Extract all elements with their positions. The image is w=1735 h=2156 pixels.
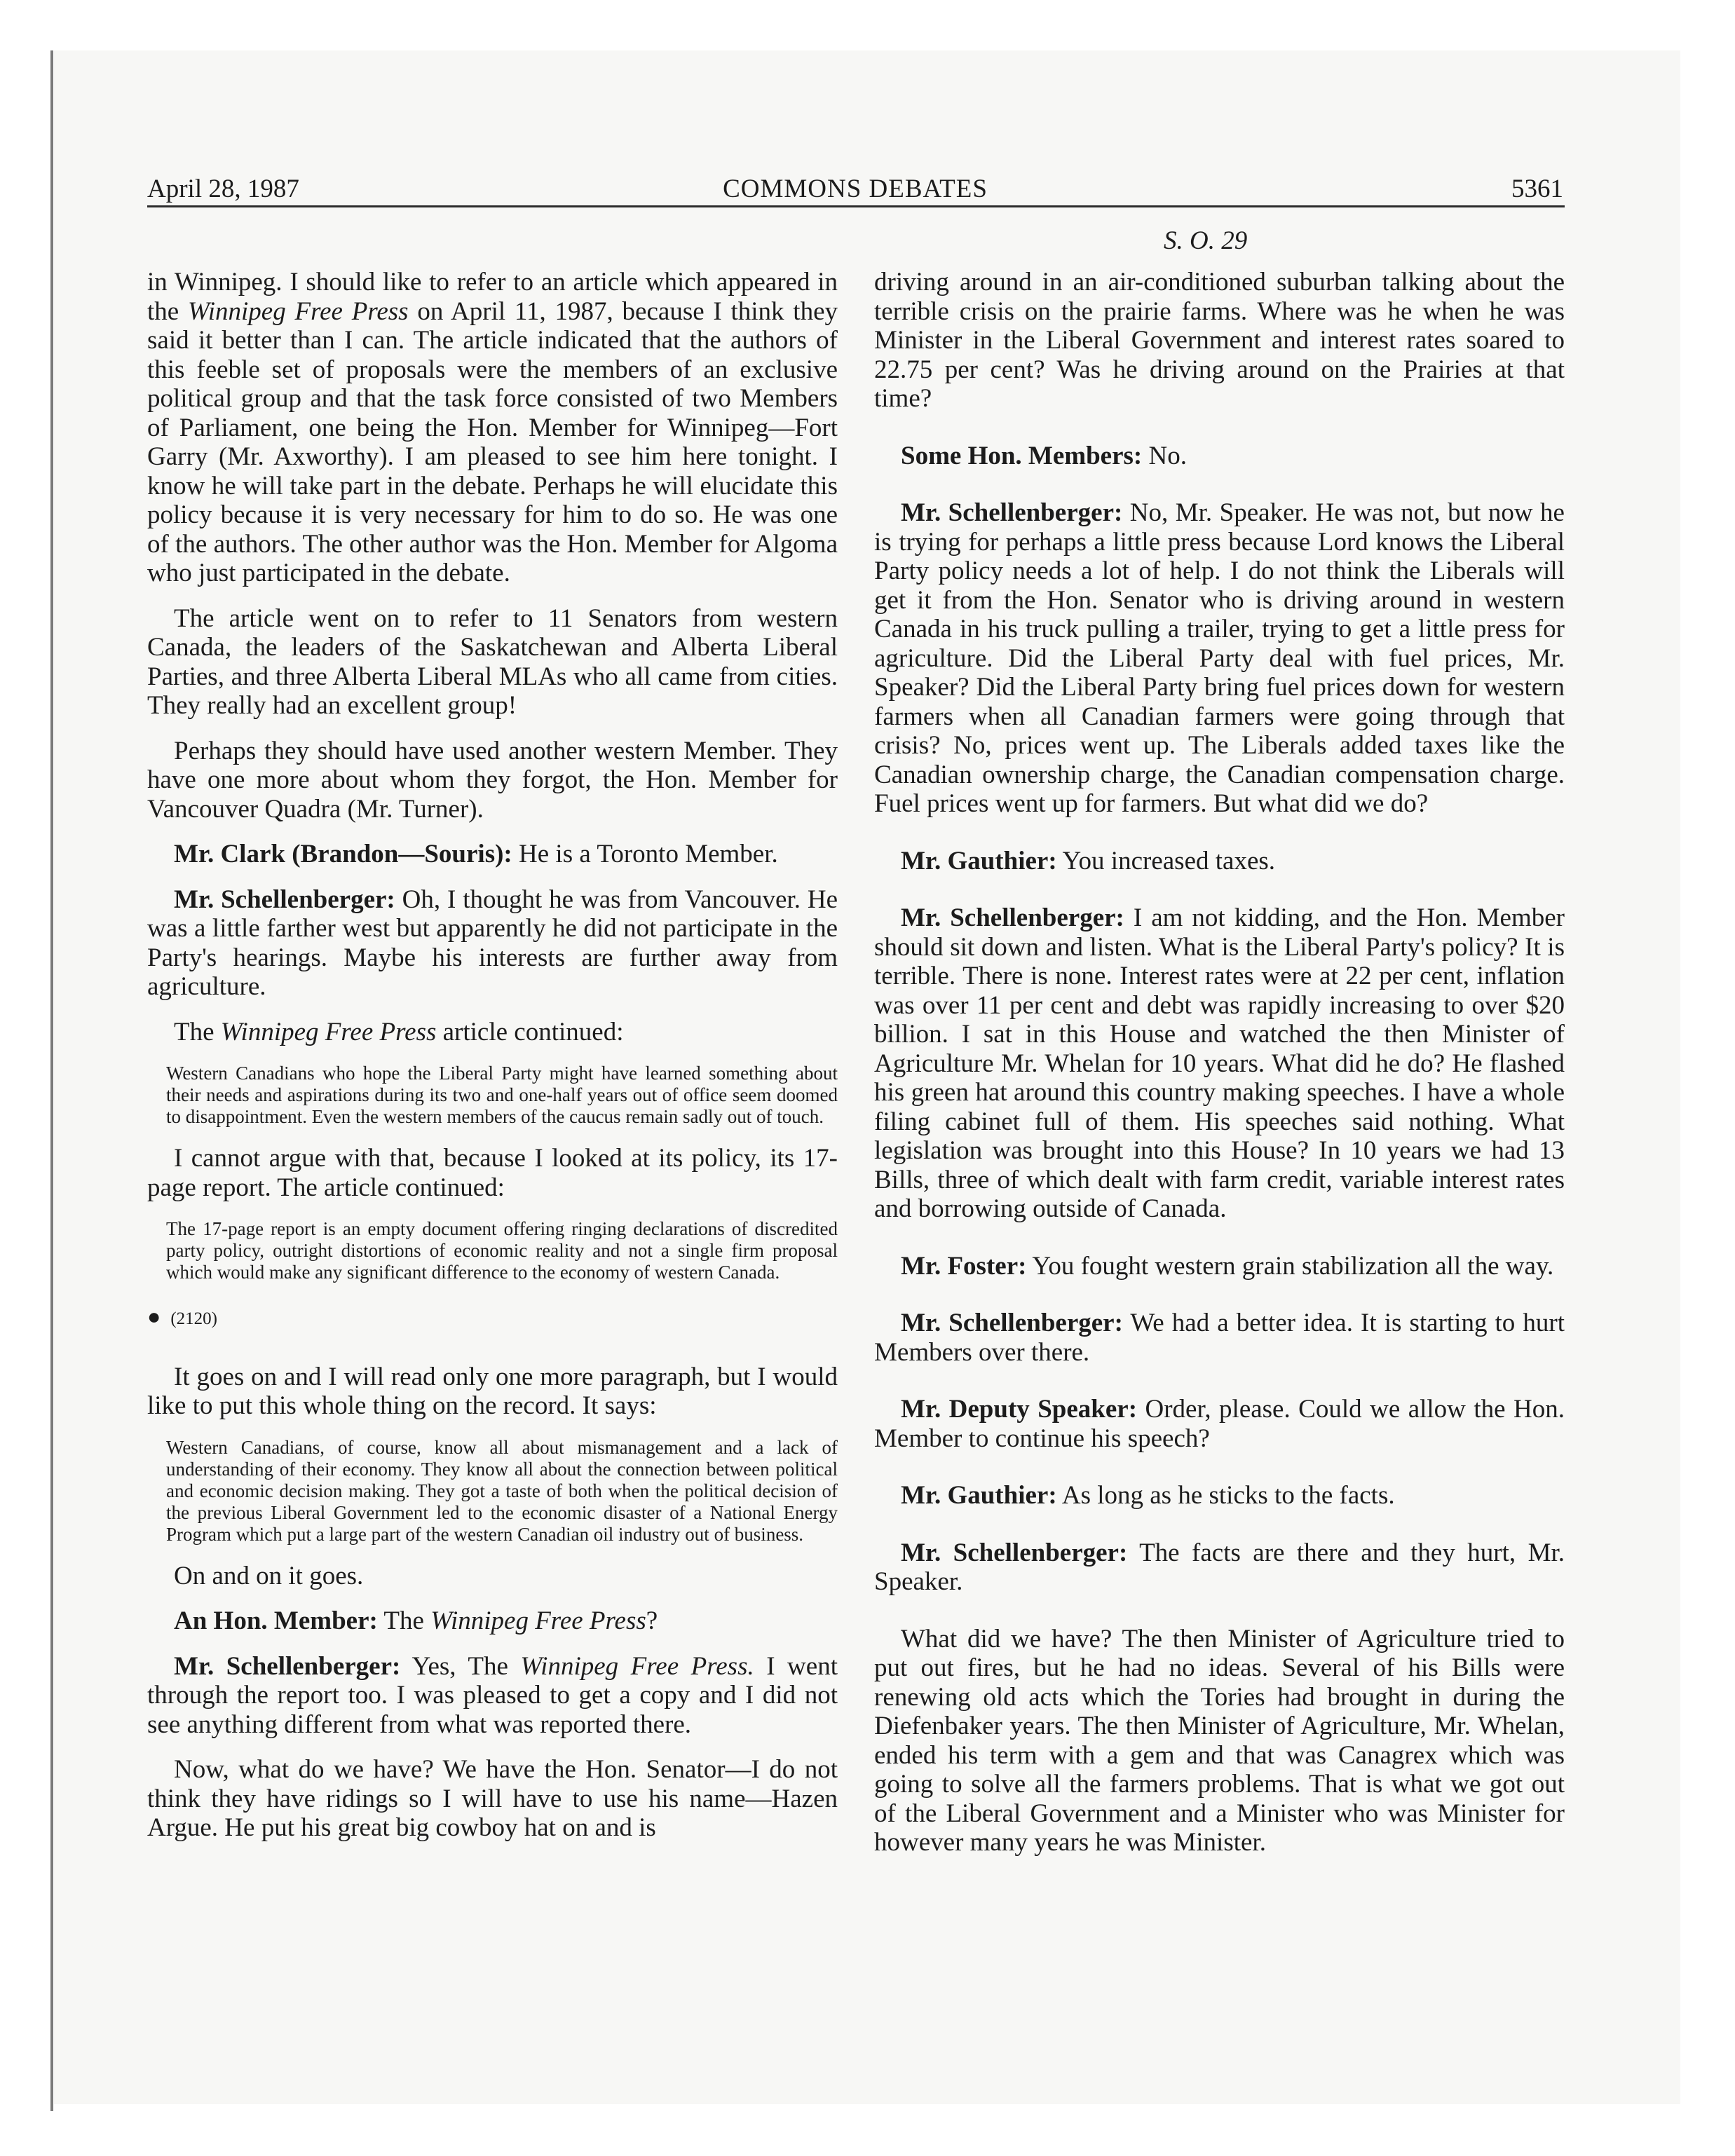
paragraph: The article went on to refer to 11 Senators from western Canada, the leaders of the Saskatchewan and Alberta Liberal Parties, and three Alberta Liberal MLAs who all came from cities. They really had an excellent group!	[147, 603, 838, 720]
block-quote: The 17-page report is an empty document offering ringing declarations of discredited party policy, outright distortions of economic reality and not a single firm proposal which would make any significant difference to the economy of western Canada.	[166, 1218, 838, 1283]
paragraph: I cannot argue with that, because I looked at its policy, its 17-page report. The article continued:	[147, 1144, 838, 1202]
speaker-name: Mr. Schellenberger:	[174, 1651, 401, 1681]
paragraph: Perhaps they should have used another western Member. They have one more about whom they forgot, the Hon. Member for Vancouver Quadra (Mr. Turner).	[147, 736, 838, 824]
right-column	[874, 268, 1565, 1874]
speaker-name: Mr. Gauthier:	[901, 1481, 1057, 1510]
speaker-paragraph: Mr. Schellenberger: Oh, I thought he was from Vancouver. He was a little farther west but apparently he did not participate in the Party's hearings. Maybe his interests are further away from agriculture.	[147, 885, 838, 1001]
speaker-name: Mr. Deputy Speaker:	[901, 1395, 1138, 1424]
speaker-paragraph: Mr. Deputy Speaker: Order, please. Could we allow the Hon. Member to continue his speech?	[874, 1395, 1565, 1453]
paragraph: in Winnipeg. I should like to refer to an article which appeared in the Winnipeg Free Press on April 11, 1987, because I think they said it better than I can. The article indicated that the authors of this feeble set of proposals were the members of an exclusive political group and that the task force consisted of two Members of Parliament, one being the Hon. Member for Winnipeg—Fort Garry (Mr. Axworthy). I am pleased to see him here tonight. I know he will take part in the debate. Perhaps he will elucidate this policy because it is very necessary for him to do so. He was one of the authors. The other author was the Hon. Member for Algoma who just participated in the debate.	[147, 268, 838, 587]
speaker-name: Some Hon. Members:	[901, 441, 1143, 470]
section-subheading: S. O. 29	[1164, 226, 1248, 255]
speaker-paragraph: Mr. Schellenberger: The facts are there and they hurt, Mr. Speaker.	[874, 1538, 1565, 1596]
page-header	[147, 174, 1563, 206]
scan-edge	[50, 50, 53, 2111]
speaker-name: Mr. Gauthier:	[901, 846, 1057, 875]
left-column	[147, 268, 838, 1859]
paragraph: What did we have? The then Minister of Agriculture tried to put out fires, but he had no ideas. Several of his Bills were renewing old acts which the Tories had brought in during the Diefenbaker years. The then Minister of Agriculture, Mr. Whelan, ended his term with a gem and that was Canagrex which was going to solve all the farmers problems. That is what we got out of the Liberal Government and a Minister who was Minister for however many years he was Minister.	[874, 1624, 1565, 1857]
speaker-name: Mr. Schellenberger:	[901, 1309, 1123, 1337]
header-title: COMMONS DEBATES	[723, 175, 988, 203]
header-page-number: 5361	[1511, 175, 1563, 203]
paragraph: The Winnipeg Free Press article continued:	[174, 1017, 624, 1046]
speaker-name: Mr. Schellenberger:	[901, 498, 1123, 527]
speaker-name: Mr. Foster:	[901, 1251, 1027, 1281]
speaker-paragraph: Mr. Clark (Brandon—Souris): He is a Toronto Member.	[174, 840, 778, 868]
header-rule	[147, 205, 1565, 207]
speaker-paragraph: Mr. Schellenberger: I am not kidding, and the Hon. Member should sit down and listen. What is the Liberal Party's policy? It is terrible. There is none. Interest rates were at 22 per cent, inflation was over 11 per cent and debt was rapidly increasing to over $20 billion. I sat in this House and watched the then Minister of Agriculture Mr. Whelan for 10 years. What did he do? He flashed his green hat around this country making speeches. I have a whole filing cabinet full of them. His speeches said nothing. What legislation was brought into this House? In 10 years we had 13 Bills, three of which dealt with farm credit, variable interest rates and borrowing outside of Canada.	[874, 903, 1565, 1223]
paragraph: driving around in an air-conditioned suburban talking about the terrible crisis on the prairie farms. Where was he when he was Minister in the Liberal Government and interest rates soared to 22.75 per cent? Was he driving around on the Prairies at that time?	[874, 268, 1565, 413]
speaker-paragraph: Mr. Schellenberger: No, Mr. Speaker. He was not, but now he is trying for perhaps a little press because Lord knows the Liberal Party policy needs a lot of help. I do not think the Liberals will get it from the Hon. Senator who is driving around in western Canada in his truck pulling a trailer, trying to get a little press for agriculture. Did the Liberal Party deal with fuel prices, Mr. Speaker? Did the Liberal Party bring fuel prices down for western farmers when all Canadian farmers were going through that crisis? No, prices went up. The Liberals added taxes like the Canadian ownership charge, the Canadian compensation charge. Fuel prices went up for farmers. But what did we do?	[874, 498, 1565, 818]
speaker-paragraph: Mr. Schellenberger: Yes, The Winnipeg Free Press. I went through the report too. I was pleased to get a copy and I did not see anything different from what was reported there.	[147, 1651, 838, 1739]
time-marker: ● (2120)	[147, 1304, 217, 1329]
bullet-icon: ●	[147, 1304, 161, 1329]
speaker-paragraph: Mr. Gauthier: You increased taxes.	[901, 846, 1276, 875]
block-quote: Western Canadians, of course, know all about mismanagement and a lack of understanding of their economy. They know all about the connection between political and economic decision making. They got a taste of both when the political decision of the previous Liberal Government led to the economic disaster of a National Energy Program which put a large part of the western Canadian oil industry out of business.	[166, 1436, 838, 1545]
paragraph: Now, what do we have? We have the Hon. Senator—I do not think they have ridings so I will have to use his name—Hazen Argue. He put his great big cowboy hat on and is	[147, 1755, 838, 1842]
speaker-paragraph: Mr. Foster: You fought western grain stabilization all the way.	[901, 1251, 1554, 1281]
speaker-name: Mr. Clark (Brandon—Souris):	[174, 840, 512, 868]
speaker-paragraph: Mr. Gauthier: As long as he sticks to the facts.	[901, 1481, 1395, 1510]
speaker-paragraph: Some Hon. Members: No.	[901, 441, 1187, 470]
speaker-name: Mr. Schellenberger:	[174, 885, 395, 914]
paragraph: It goes on and I will read only one more paragraph, but I would like to put this whole thing on the record. It says:	[147, 1362, 838, 1420]
header-date: April 28, 1987	[147, 175, 299, 203]
speaker-paragraph: An Hon. Member: The Winnipeg Free Press?	[174, 1606, 658, 1635]
speaker-name: Mr. Schellenberger:	[901, 903, 1124, 932]
speaker-paragraph: Mr. Schellenberger: We had a better idea. It is starting to hurt Members over there.	[874, 1309, 1565, 1367]
speaker-name: An Hon. Member:	[174, 1606, 378, 1635]
block-quote: Western Canadians who hope the Liberal Party might have learned something about their needs and aspirations during its two and one-half years out of office seem doomed to disappointment. Even the western members of the caucus remain sadly out of touch.	[166, 1063, 838, 1127]
paragraph: On and on it goes.	[174, 1561, 364, 1590]
speaker-name: Mr. Schellenberger:	[901, 1538, 1128, 1567]
